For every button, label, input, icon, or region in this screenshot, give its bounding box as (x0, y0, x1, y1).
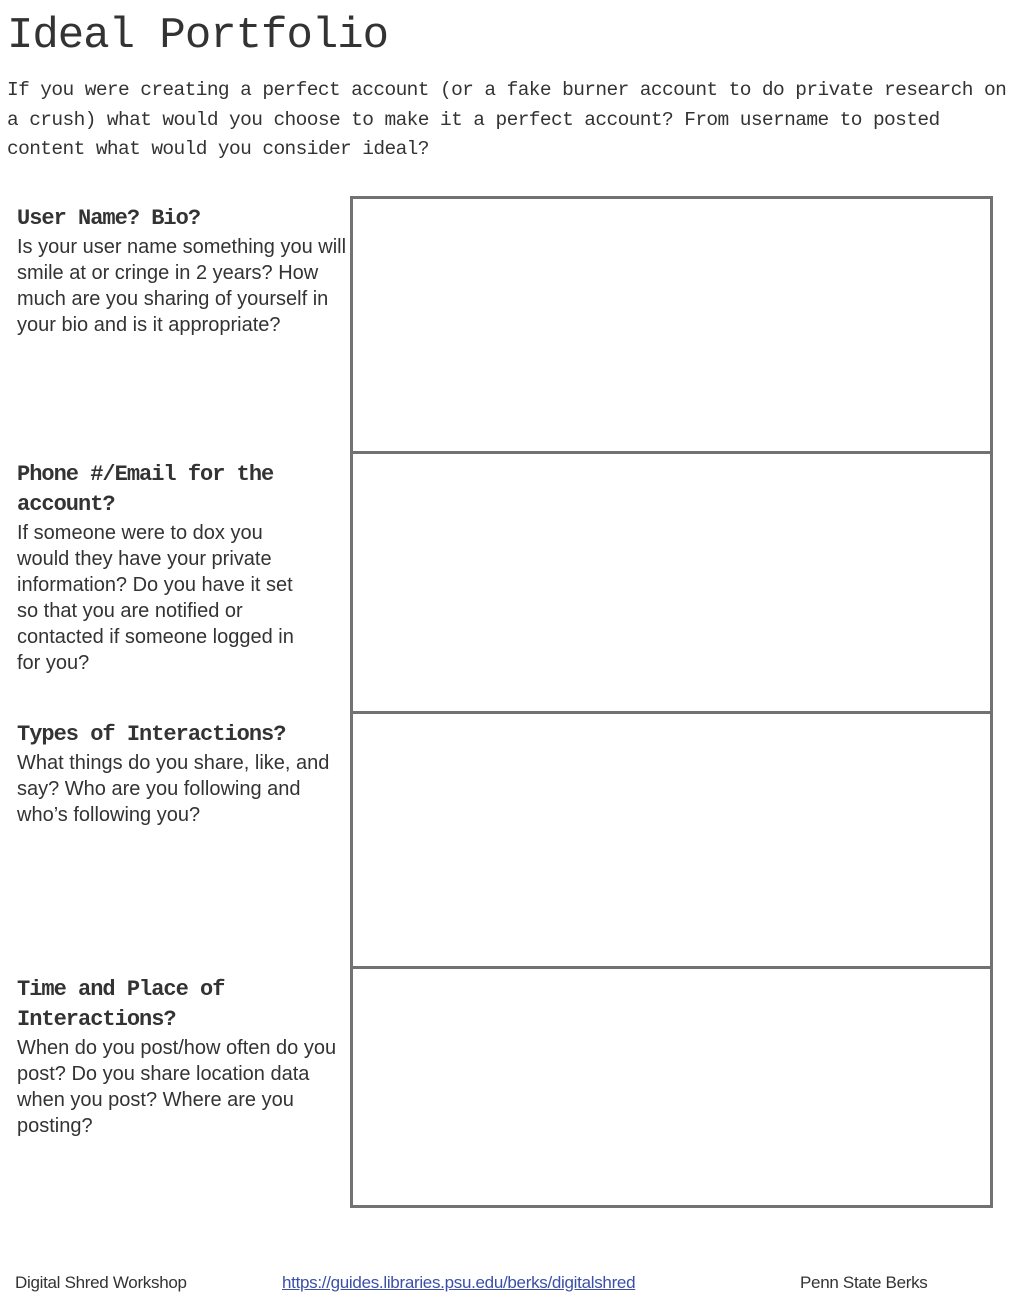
answer-field-phone-email[interactable] (353, 454, 990, 712)
prompt-heading: Time and Place of Interactions? (17, 977, 225, 1032)
prompt-username-bio (17, 204, 347, 338)
footer-guide-link[interactable]: https://guides.libraries.psu.edu/berks/digitalshred (282, 1273, 636, 1292)
intro-text: If you were creating a perfect account (or a fake burner account to do private research on a crush) what would you choose to make it a perfect account? From username to posted content what would you consider ideal? (7, 79, 1007, 160)
answer-box-time-place[interactable] (350, 966, 993, 1208)
prompt-body: Is your user name something you will smile at or cringe in 2 years? How much are you sharing of yourself in your bio and is it appropriate? (17, 236, 347, 336)
prompt-body: What things do you share, like, and say? Who are you following and who’s following you? (17, 752, 330, 826)
prompt-heading: Phone #/Email for the account? (17, 462, 274, 517)
answer-box-username-bio[interactable] (350, 196, 993, 452)
page-footer (0, 1271, 1013, 1295)
prompt-heading: User Name? Bio? (17, 206, 201, 231)
prompt-body: When do you post/how often do you post? Do you share location data when you post? Where are you posting? (17, 1037, 337, 1137)
prompt-types-of-interactions (17, 720, 337, 828)
footer-workshop-name: Digital Shred Workshop (15, 1273, 187, 1292)
answer-field-types-of-interactions[interactable] (353, 714, 990, 967)
prompt-body: If someone were to dox you would they have your private information? Do you have it set so that you are notified or contacted if someone logged in for you? (17, 522, 294, 674)
prompt-phone-email (17, 460, 317, 676)
footer-institution: Penn State Berks (800, 1273, 928, 1292)
answer-field-time-place[interactable] (353, 969, 990, 1205)
prompt-time-place (17, 975, 342, 1139)
answer-field-username-bio[interactable] (353, 199, 990, 452)
answer-box-types-of-interactions[interactable] (350, 711, 993, 967)
prompt-heading: Types of Interactions? (17, 722, 286, 747)
answer-box-phone-email[interactable] (350, 451, 993, 712)
page-title: Ideal Portfolio (7, 11, 389, 61)
